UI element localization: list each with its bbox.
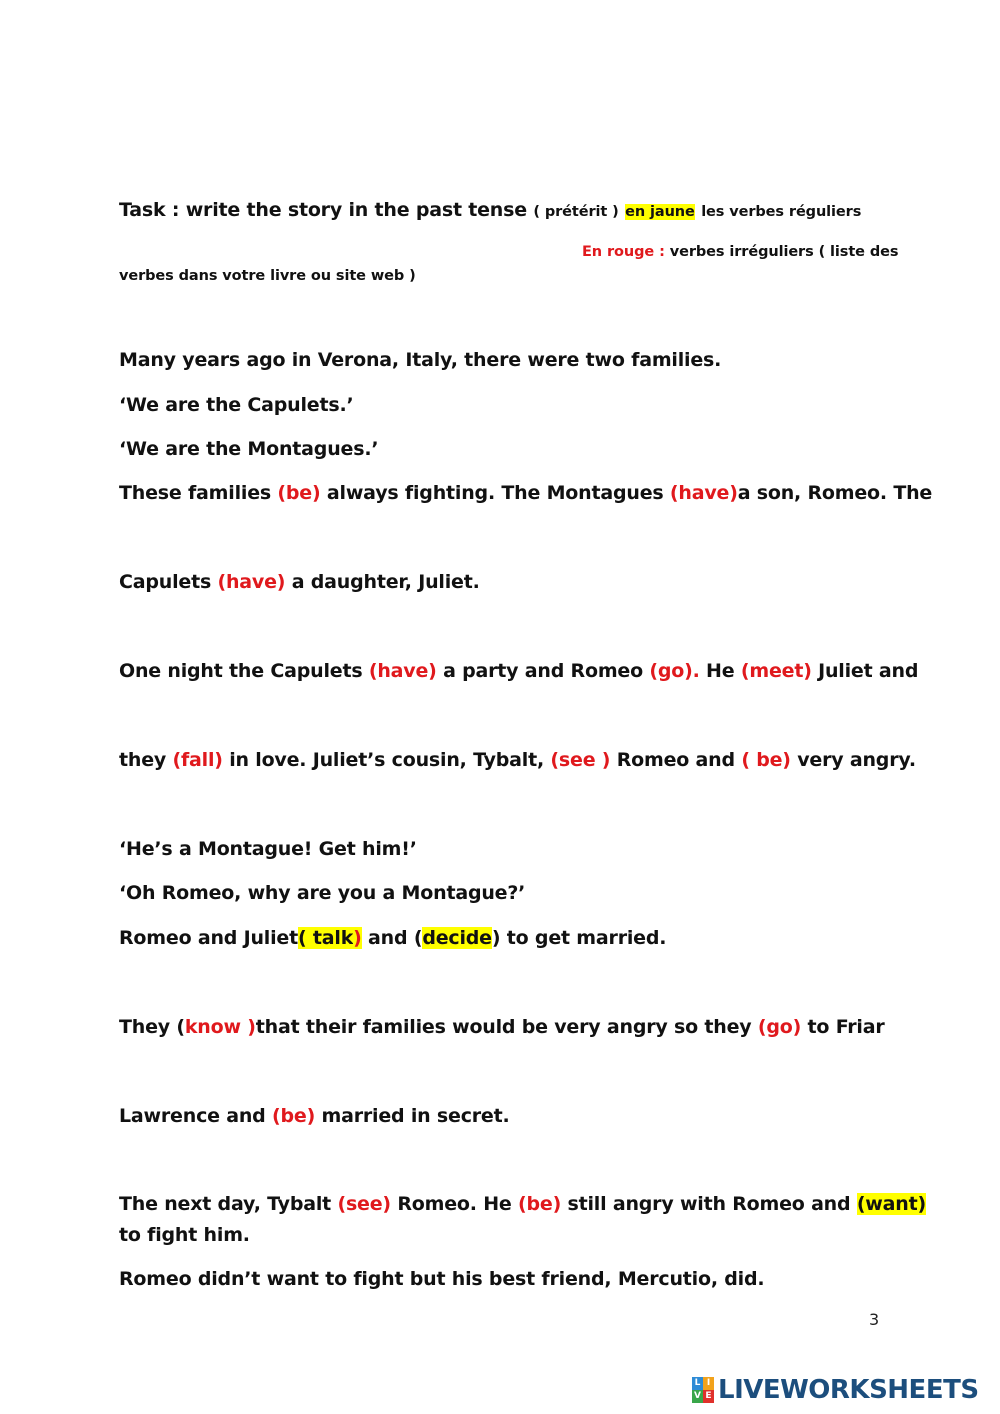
task-title: Task : write the story in the past tense <box>119 199 527 221</box>
story-text: They ( <box>119 1016 185 1038</box>
story-line-14 <box>119 1223 250 1247</box>
story-line-4 <box>119 481 932 505</box>
logo-mark-e: E <box>703 1390 714 1403</box>
story-text: very angry. <box>790 749 916 771</box>
verb-prompt: (be) <box>272 1105 316 1127</box>
story-text: in love. Juliet’s cousin, Tybalt, <box>222 749 551 771</box>
verb-prompt-regular: ( talk <box>298 927 354 949</box>
task-verb-list-note: verbes dans votre livre ou site web ) <box>119 268 416 284</box>
story-text: they <box>119 749 173 771</box>
story-line-6 <box>119 659 918 683</box>
verb-prompt: (see) <box>337 1193 391 1215</box>
task-regular-verbs: les verbes réguliers <box>701 204 862 220</box>
story-line-3 <box>119 437 378 461</box>
task-line-2 <box>582 240 898 264</box>
verb-prompt-regular: decide <box>422 927 492 949</box>
story-text: still angry with Romeo and <box>561 1193 857 1215</box>
verb-prompt: (be) <box>277 482 321 504</box>
story-text: Capulets <box>119 571 218 593</box>
task-yellow-label: en jaune <box>625 204 695 220</box>
story-line-15 <box>119 1267 764 1291</box>
task-preterit: ( prétérit ) <box>533 204 619 220</box>
story-text: that their families would be very angry so they <box>255 1016 758 1038</box>
verb-prompt: (fall) <box>172 749 223 771</box>
story-text: Romeo. He <box>390 1193 518 1215</box>
story-quote-capulets: ‘We are the Capulets.’ <box>119 394 354 416</box>
verb-prompt: ( be) <box>741 749 791 771</box>
logo-text: LIVEWORKSHEETS <box>718 1375 979 1405</box>
logo-mark-v: V <box>692 1390 703 1403</box>
task-irregular-verbs: verbes irréguliers ( liste des <box>669 244 899 260</box>
story-text: Many years ago in Verona, Italy, there were two families. <box>119 349 722 371</box>
verb-prompt: (go). <box>649 660 700 682</box>
task-red-label: En rouge : <box>582 244 665 260</box>
story-text: always fighting. The Montagues <box>320 482 670 504</box>
task-line-3 <box>119 264 416 288</box>
task-line-1 <box>119 198 861 224</box>
story-text: ) to get married. <box>491 927 667 949</box>
story-text: a party and Romeo <box>436 660 650 682</box>
verb-prompt: (have) <box>368 660 437 682</box>
story-text: Lawrence and <box>119 1105 272 1127</box>
story-line-7 <box>119 748 916 772</box>
story-text: These families <box>119 482 278 504</box>
story-line-2 <box>119 393 354 417</box>
story-text: a son, Romeo. The <box>737 482 933 504</box>
story-text: The next day, Tybalt <box>119 1193 338 1215</box>
story-text: One night the Capulets <box>119 660 369 682</box>
logo-mark-icon <box>692 1377 714 1403</box>
story-text: Romeo and <box>610 749 742 771</box>
verb-prompt-regular: (want) <box>856 1193 926 1215</box>
story-text: Juliet and <box>811 660 919 682</box>
verb-prompt: (see ) <box>550 749 611 771</box>
story-text: Romeo and Juliet <box>119 927 298 949</box>
story-line-1 <box>119 348 721 372</box>
verb-prompt: (have) <box>669 482 738 504</box>
story-text: Romeo didn’t want to fight but his best friend, Mercutio, did. <box>119 1268 765 1290</box>
story-quote: ‘Oh Romeo, why are you a Montague?’ <box>119 882 526 904</box>
verb-prompt: (be) <box>518 1193 562 1215</box>
verb-prompt: (meet) <box>740 660 812 682</box>
verb-prompt: know ) <box>184 1016 256 1038</box>
story-line-10 <box>119 926 666 950</box>
story-text: to Friar <box>801 1016 885 1038</box>
logo-mark-l: L <box>692 1377 703 1390</box>
story-line-12 <box>119 1104 510 1128</box>
verb-prompt: (go) <box>757 1016 802 1038</box>
story-text: He <box>699 660 741 682</box>
story-line-11 <box>119 1015 885 1039</box>
liveworksheets-logo <box>692 1374 979 1406</box>
page-number: 3 <box>869 1310 880 1329</box>
story-line-8 <box>119 837 417 861</box>
story-quote: ‘He’s a Montague! Get him!’ <box>119 838 417 860</box>
story-quote-montagues: ‘We are the Montagues.’ <box>119 438 379 460</box>
story-line-13 <box>119 1192 926 1216</box>
story-text: a daughter, Juliet. <box>285 571 480 593</box>
story-line-9 <box>119 881 525 905</box>
story-line-5 <box>119 570 480 594</box>
story-text: to fight him. <box>119 1224 250 1246</box>
story-text: married in secret. <box>315 1105 510 1127</box>
verb-prompt: (have) <box>217 571 286 593</box>
story-text: and ( <box>361 927 423 949</box>
logo-mark-i: I <box>703 1377 714 1390</box>
verb-prompt-bracket: ) <box>353 927 362 949</box>
